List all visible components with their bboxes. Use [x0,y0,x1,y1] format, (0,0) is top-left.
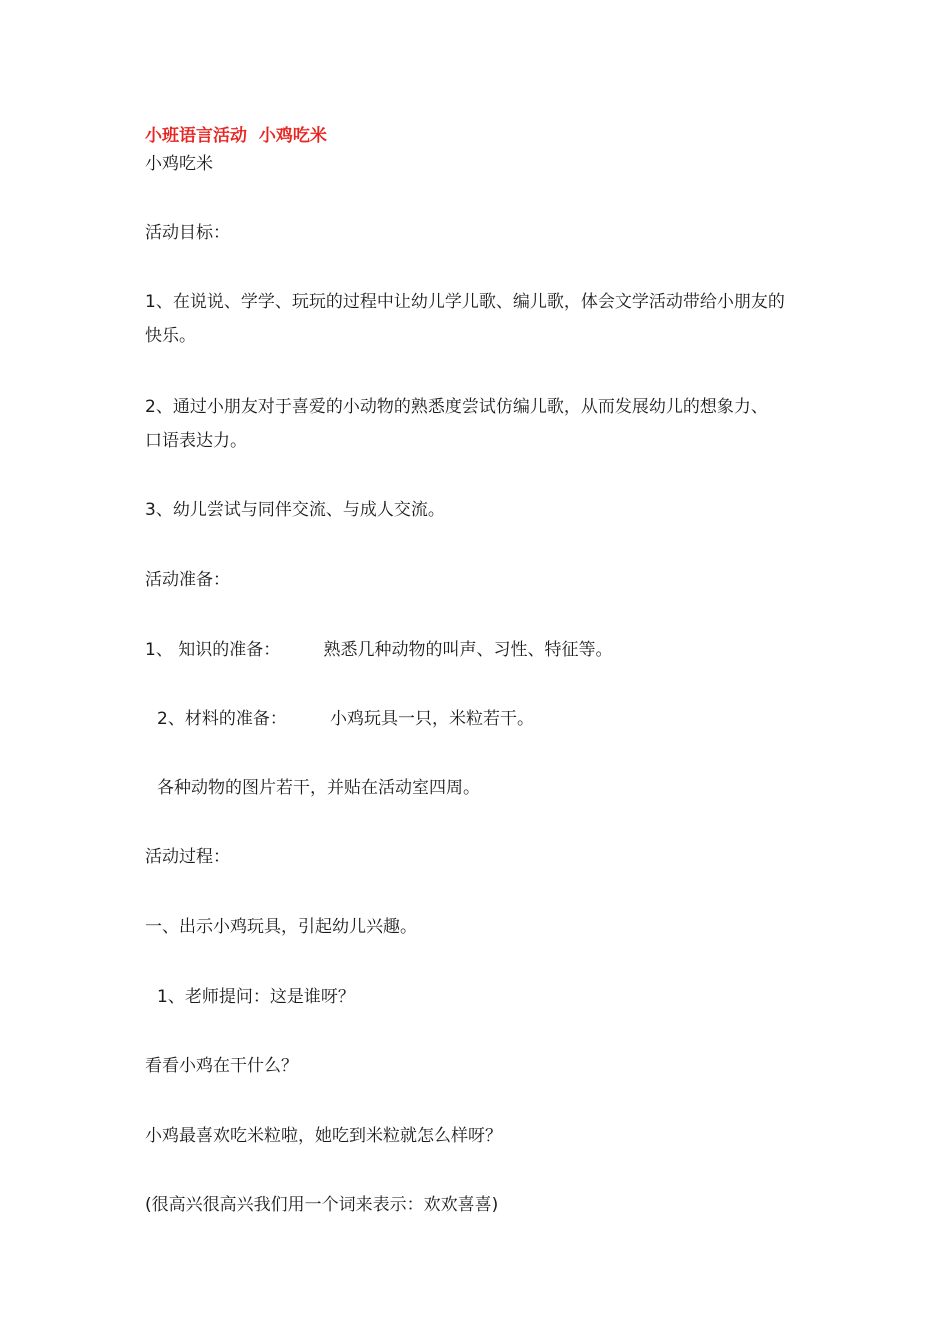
process-question-2: 看看小鸡在干什么？ [145,1056,298,1076]
document-subtitle: 小鸡吃米 [145,154,213,174]
process-heading: 活动过程： [145,847,230,867]
process-question-3: 小鸡最喜欢吃米粒啦，她吃到米粒就怎么样呀？ [145,1126,502,1146]
goal-3: 3、幼儿尝试与同伴交流、与成人交流。 [145,500,445,520]
prep-item-1: 1、 知识的准备： 熟悉几种动物的叫声、习性、特征等。 [145,640,613,660]
document-title: 小班语言活动 小鸡吃米 [145,126,327,146]
goal-1-line-1: 1、在说说、学学、玩玩的过程中让幼儿学儿歌、编儿歌，体会文学活动带给小朋友的 [145,292,785,312]
process-step-1: 一、出示小鸡玩具，引起幼儿兴趣。 [145,917,417,937]
goal-2-line-1: 2、通过小朋友对于喜爱的小动物的熟悉度尝试仿编儿歌，从而发展幼儿的想象力、 [145,397,768,417]
prep-heading: 活动准备： [145,570,230,590]
goal-2-line-2: 口语表达力。 [145,431,247,451]
goals-heading: 活动目标： [145,223,230,243]
process-question-1: 1、老师提问：这是谁呀？ [157,987,355,1007]
process-answer-1: (很高兴很高兴我们用一个词来表示：欢欢喜喜) [145,1195,499,1215]
prep-item-3: 各种动物的图片若干，并贴在活动室四周。 [157,778,480,798]
goal-1-line-2: 快乐。 [145,326,196,346]
prep-item-2: 2、材料的准备： 小鸡玩具一只，米粒若干。 [157,709,535,729]
